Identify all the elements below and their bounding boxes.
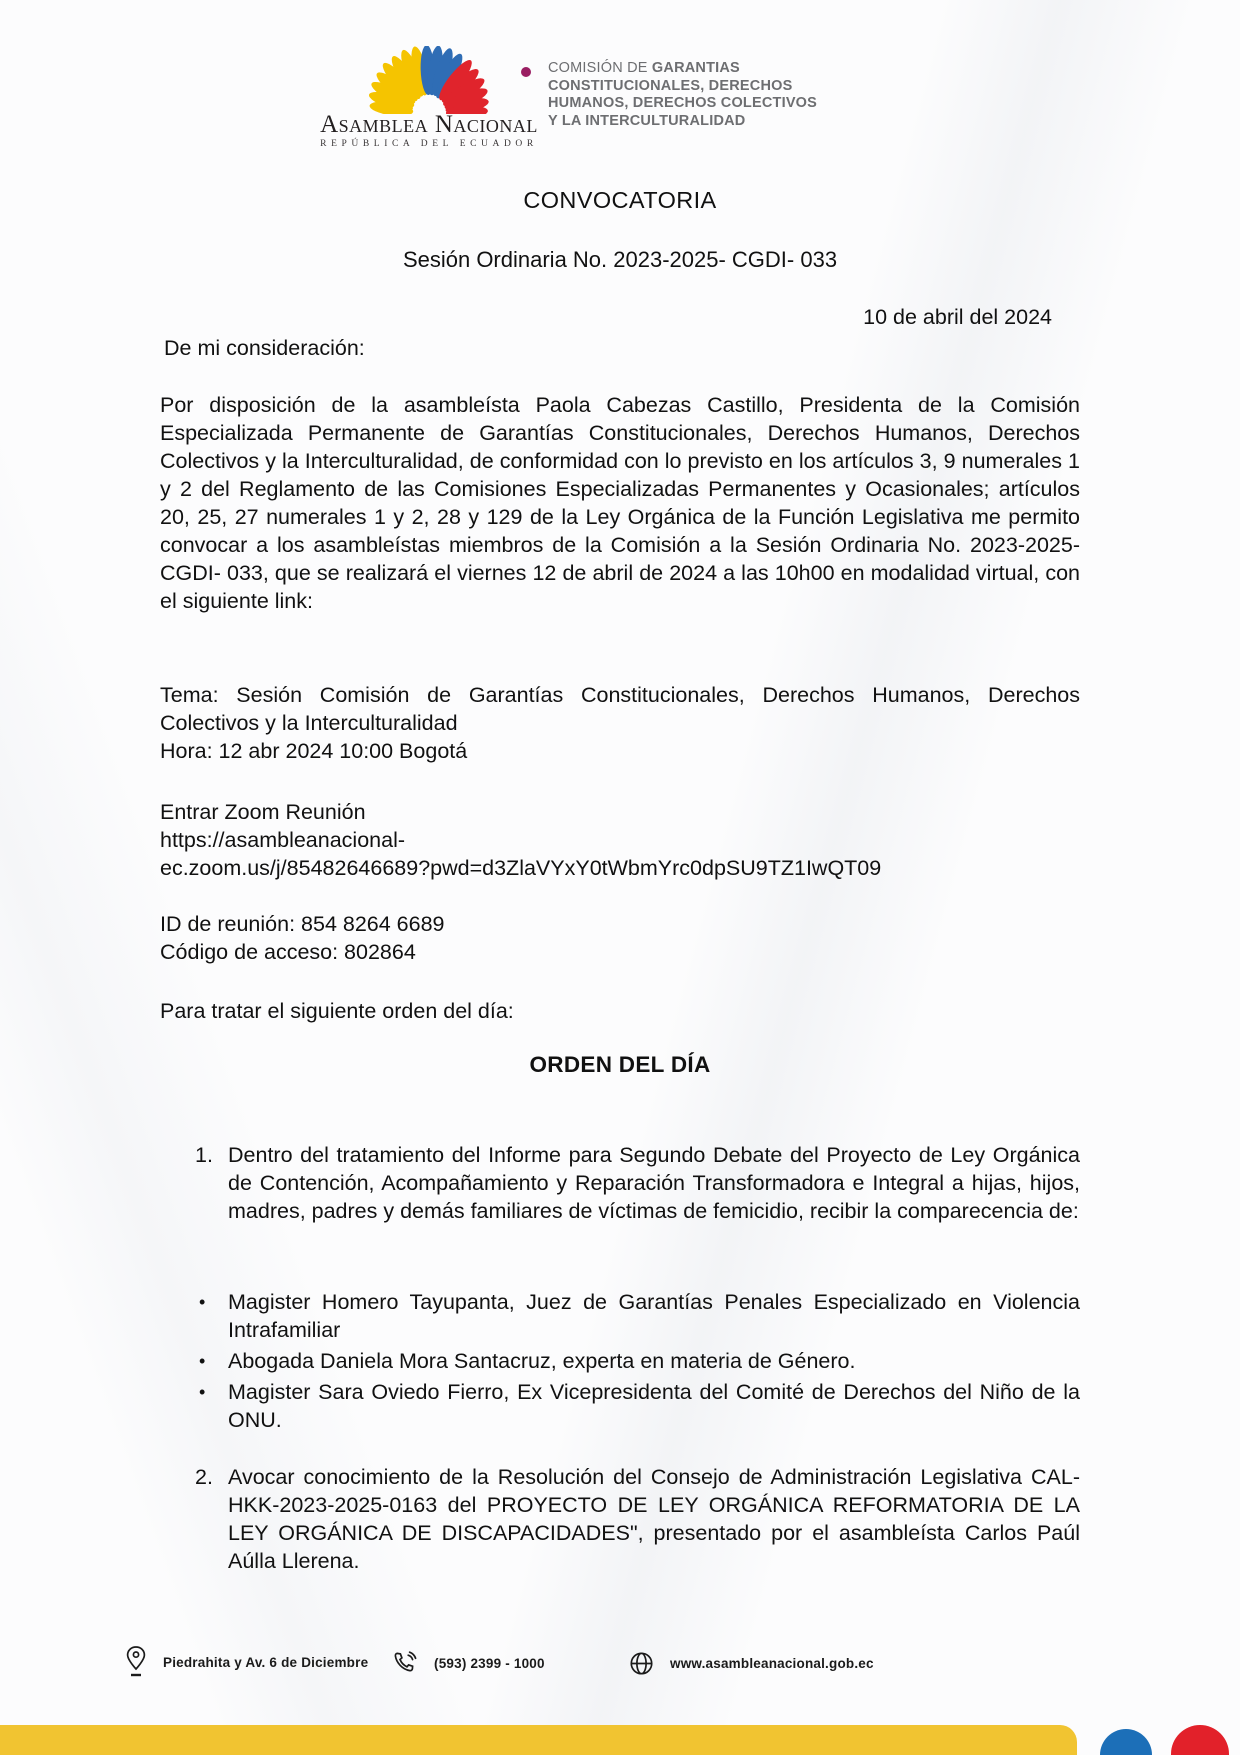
feather-fan-icon: [334, 46, 524, 114]
decorative-red-dot: [1171, 1725, 1229, 1755]
meeting-topic-block: [160, 681, 1080, 765]
agenda-item-1: [160, 1141, 1080, 1225]
speakers-bullet-list: [160, 1288, 1080, 1437]
footer-phone: [392, 1650, 545, 1677]
commission-line-1: COMISIÓN DE GARANTIAS: [548, 60, 740, 76]
commission-title: [548, 60, 817, 130]
bullet-icon: •: [199, 1382, 206, 1402]
bullet-text: Magister Sara Oviedo Fierro, Ex Vicepresidenta del Comité de Derechos del Niño de la ONU.: [228, 1380, 1080, 1432]
agenda-item-text: Dentro del tratamiento del Informe para Segundo Debate del Proyecto de Ley Orgánica de Contención, Acompañamiento y Reparación Transformadora e Integral a hijas, hijos, madres, padres y demás familiares de víctimas de femicidio, recibir la comparecencia de:: [228, 1143, 1080, 1223]
location-pin-icon: [124, 1645, 148, 1679]
zoom-url-line2[interactable]: ec.zoom.us/j/85482646689?pwd=d3ZlaVYxY0tWbmYrc0dpSU9TZ1IwQT09: [160, 856, 882, 880]
meeting-topic: Tema: Sesión Comisión de Garantías Constitucionales, Derechos Humanos, Derechos Colectivos y la Interculturalidad: [160, 683, 1080, 735]
phone-icon: [392, 1650, 419, 1677]
agenda-item-number: 1.: [195, 1143, 213, 1167]
footer-address-label: Piedrahita y Av. 6 de Diciembre: [163, 1654, 369, 1670]
agenda-item-text: Avocar conocimiento de la Resolución del Consejo de Administración Legislativa CAL-HKK-2023-2025-0163 del PROYECTO DE LEY ORGÁNICA REFORMATORIA DE LA LEY ORGÁNICA DE DISCAPACIDADES", presentado por el asambleísta Carlos Paúl Aúlla Llerena.: [228, 1465, 1080, 1573]
document-title: CONVOCATORIA: [523, 187, 717, 213]
bullet-text: Magister Homero Tayupanta, Juez de Garantías Penales Especializado en Violencia Intrafamiliar: [228, 1290, 1080, 1342]
zoom-heading: Entrar Zoom Reunión: [160, 800, 366, 824]
commission-bullet-icon: [521, 67, 531, 77]
footer-website-label[interactable]: www.asambleanacional.gob.ec: [670, 1656, 874, 1671]
decorative-blue-dot: [1100, 1729, 1152, 1755]
agenda-item-number: 2.: [195, 1465, 213, 1489]
commission-title-block: [521, 60, 817, 130]
footer-address: [124, 1645, 368, 1679]
bullet-text: Abogada Daniela Mora Santacruz, experta en materia de Género.: [228, 1349, 856, 1373]
meeting-credentials-block: [160, 910, 1080, 966]
access-code: Código de acceso: 802864: [160, 940, 416, 964]
session-number-line: Sesión Ordinaria No. 2023-2025- CGDI- 033: [402, 247, 838, 272]
order-intro: Para tratar el siguiente orden del día:: [160, 999, 514, 1023]
logo-wordmark: Asamblea Nacional: [320, 111, 538, 138]
meeting-id: ID de reunión: 854 8264 6689: [160, 912, 445, 936]
document-date: 10 de abril del 2024: [863, 305, 1052, 329]
salutation: De mi consideración:: [164, 336, 365, 360]
commission-line-2: CONSTITUCIONALES, DERECHOS: [548, 77, 793, 94]
logo-subtitle: REPÚBLICA DEL ECUADOR: [320, 139, 538, 149]
globe-icon: [628, 1650, 655, 1677]
footer-website: [628, 1650, 874, 1677]
decorative-yellow-bar: [0, 1725, 1077, 1755]
zoom-link-block: [160, 798, 1080, 882]
zoom-url-line1[interactable]: https://asambleanacional-: [160, 828, 406, 852]
commission-line-3: HUMANOS, DERECHOS COLECTIVOS: [548, 95, 818, 111]
body-paragraph: Por disposición de la asambleísta Paola Cabezas Castillo, Presidenta de la Comisión Especializada Permanente de Garantías Constitucionales, Derechos Humanos, Derechos Colectivos y la Interculturalidad, de conformidad con lo previsto en los artículos 3, 9 numerales 1 y 2 del Reglamento de las Comisiones Especializadas Permanentes y Ocasionales; artículos 20, 25, 27 numerales 1 y 2, 28 y 129 de la Ley Orgánica de la Función Legislativa me permito convocar a los asambleístas miembros de la Comisión a la Sesión Ordinaria No. 2023-2025- CGDI- 033, que se realizará el viernes 12 de abril de 2024 a las 10h00 en modalidad virtual, con el siguiente link:: [160, 393, 1080, 613]
bullet-icon: •: [199, 1292, 206, 1312]
agenda-item-2: [160, 1463, 1080, 1575]
bullet-icon: •: [199, 1351, 206, 1371]
order-title: ORDEN DEL DÍA: [529, 1052, 711, 1077]
list-item: [195, 1347, 1080, 1375]
list-item: [195, 1288, 1080, 1344]
list-item: [195, 1378, 1080, 1434]
footer-phone-label: (593) 2399 - 1000: [434, 1656, 545, 1671]
commission-line-4: Y LA INTERCULTURALIDAD: [548, 112, 746, 129]
meeting-time: Hora: 12 abr 2024 10:00 Bogotá: [160, 739, 468, 763]
asamblea-nacional-logo: [300, 46, 558, 149]
